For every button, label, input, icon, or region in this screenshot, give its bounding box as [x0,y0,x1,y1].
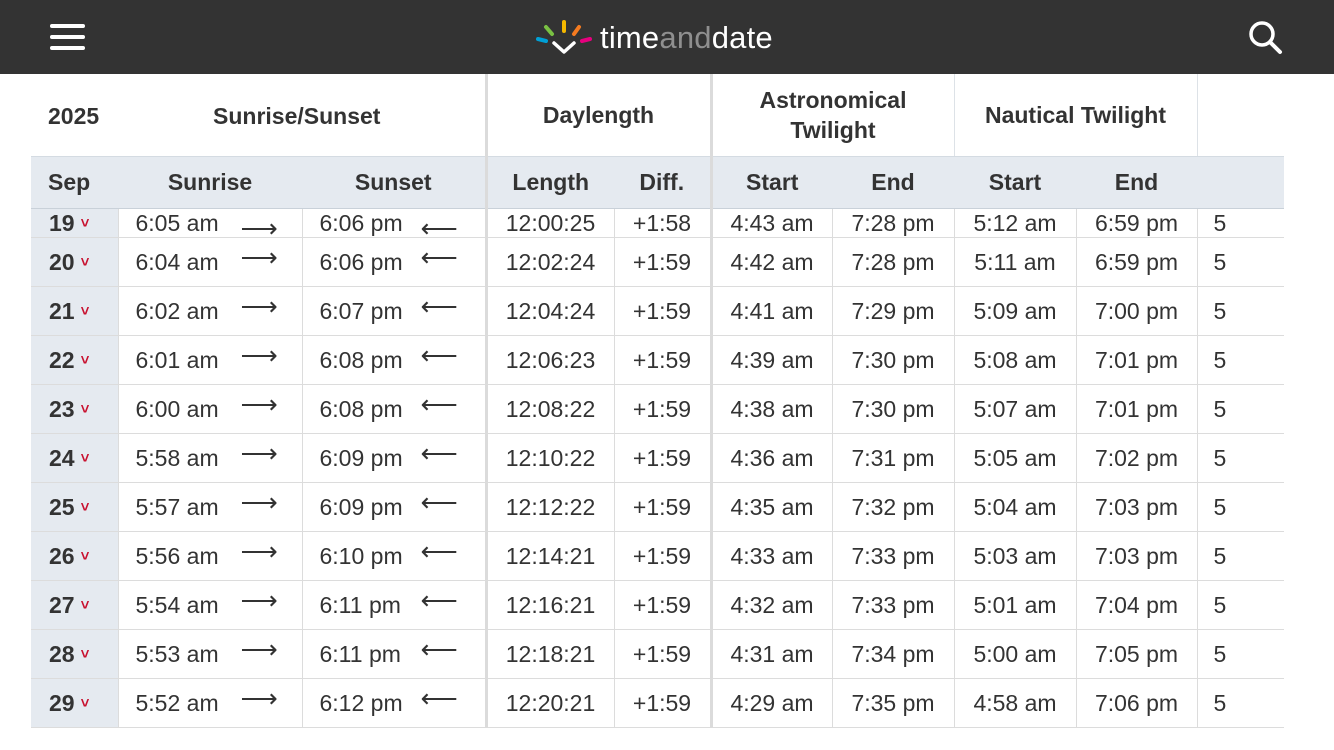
sunset-cell [302,385,486,434]
sunset-direction-arrow-icon: ⟵ [420,683,458,713]
astro-end-cell: 7:35 pm [832,679,954,728]
day-cell[interactable] [31,679,118,728]
sunset-direction-arrow-icon: ⟵ [420,634,458,664]
astro-end-cell: 7:33 pm [832,532,954,581]
naut-end-cell: 7:03 pm [1076,532,1197,581]
sunset-cell [302,336,486,385]
day-number: 29 [49,689,75,716]
sunrise-cell [118,238,302,287]
sunset-direction-arrow-icon: ⟵ [420,487,458,517]
sunrise-time: 6:04 am [135,248,219,275]
naut-start-cell: 5:04 am [954,483,1076,532]
day-number: 27 [49,591,75,618]
daylength-cell: 12:18:21 [486,630,614,679]
logo-text [600,20,773,56]
sunrise-time: 6:00 am [135,395,219,422]
nautical-twilight-header: Nautical Twilight [954,74,1197,157]
logo-time: time [600,20,660,55]
astro-end-cell: 7:29 pm [832,287,954,336]
day-cell[interactable] [31,532,118,581]
sunrise-direction-arrow-icon: ⟶ [240,242,278,272]
sunrise-direction-arrow-icon: ⟶ [240,585,278,615]
sunset-time: 6:09 pm [319,444,403,471]
sunset-time: 6:06 pm [319,248,403,275]
table-row [31,385,1284,434]
day-cell[interactable] [31,630,118,679]
astro-start-cell: 4:31 am [711,630,832,679]
logo-and: and [659,20,712,55]
daylength-header: Daylength [486,74,711,157]
hamburger-menu-icon[interactable] [50,24,85,50]
top-navigation-bar [0,0,1334,74]
chevron-down-icon[interactable]: ˅ [80,645,90,663]
sunrise-direction-arrow-icon: ⟶ [240,389,278,419]
sunrise-direction-arrow-icon: ⟶ [240,634,278,664]
next-column-cell: 5 [1197,238,1284,287]
sunset-column-header: Sunset [302,157,486,209]
sunset-cell [302,581,486,630]
sunset-cell [302,238,486,287]
day-number: 24 [49,444,75,471]
astro-start-cell: 4:39 am [711,336,832,385]
chevron-down-icon[interactable]: ˅ [80,215,90,232]
daylength-cell: 12:20:21 [486,679,614,728]
naut-end-cell: 7:00 pm [1076,287,1197,336]
astro-end-cell: 7:30 pm [832,385,954,434]
sunrise-cell [118,434,302,483]
sunset-cell [302,209,486,243]
day-number: 25 [49,493,75,520]
chevron-down-icon[interactable]: ˅ [80,498,90,516]
sunset-cell [302,679,486,728]
search-icon[interactable] [1246,18,1284,56]
sunset-direction-arrow-icon: ⟵ [420,585,458,615]
naut-end-cell: 7:02 pm [1076,434,1197,483]
naut-start-cell: 5:11 am [954,238,1076,287]
day-cell[interactable] [31,238,118,287]
table-row [31,679,1284,728]
daylength-diff-cell: +1:58 [614,209,711,238]
next-column-cell: 5 [1197,336,1284,385]
daylength-diff-cell: +1:59 [614,532,711,581]
sunset-time: 6:10 pm [319,542,403,569]
sunrise-cell [118,209,302,243]
length-column-header: Length [486,157,614,209]
sunrise-cell [118,336,302,385]
sunset-time: 6:08 pm [319,346,403,373]
chevron-down-icon[interactable]: ˅ [80,694,90,712]
daylength-diff-cell: +1:59 [614,336,711,385]
daylength-cell: 12:12:22 [486,483,614,532]
day-number: 22 [49,346,75,373]
naut-end-cell: 6:59 pm [1076,209,1197,238]
diff-column-header: Diff. [614,157,711,209]
astro-end-cell: 7:30 pm [832,336,954,385]
astro-start-cell: 4:33 am [711,532,832,581]
day-number: 20 [49,248,75,275]
sunrise-cell [118,287,302,336]
chevron-down-icon[interactable]: ˅ [80,400,90,418]
daylength-diff-cell: +1:59 [614,434,711,483]
naut-start-cell: 5:01 am [954,581,1076,630]
naut-start-cell: 5:03 am [954,532,1076,581]
sun-times-table-container[interactable] [31,74,1227,750]
sunrise-time: 6:05 am [135,210,219,236]
day-number: 26 [49,542,75,569]
daylength-cell: 12:00:25 [486,209,614,238]
next-column-cell: 5 [1197,483,1284,532]
sunset-time: 6:07 pm [319,297,403,324]
sunset-direction-arrow-icon: ⟵ [420,536,458,566]
naut-start-cell: 5:05 am [954,434,1076,483]
next-column-cell: 5 [1197,287,1284,336]
daylength-diff-cell: +1:59 [614,287,711,336]
day-cell[interactable] [31,483,118,532]
astro-start-cell: 4:42 am [711,238,832,287]
sunrise-sunset-header: Sunrise/Sunset [213,103,381,129]
sunrise-direction-arrow-icon: ⟶ [240,438,278,468]
daylength-cell: 12:08:22 [486,385,614,434]
sunrise-direction-arrow-icon: ⟶ [240,213,278,243]
sunset-direction-arrow-icon: ⟵ [420,389,458,419]
naut-start-cell: 5:09 am [954,287,1076,336]
table-row [31,238,1284,287]
site-logo[interactable] [534,18,773,58]
logo-sun-icon [534,19,596,57]
sunrise-direction-arrow-icon: ⟶ [240,487,278,517]
sunset-direction-arrow-icon: ⟵ [420,340,458,370]
sunrise-direction-arrow-icon: ⟶ [240,291,278,321]
daylength-cell: 12:10:22 [486,434,614,483]
month-header: Sep [31,157,118,209]
sunset-time: 6:11 pm [319,591,401,618]
sunset-cell [302,287,486,336]
sunrise-cell [118,532,302,581]
astro-end-cell: 7:28 pm [832,209,954,238]
astro-end-cell: 7:32 pm [832,483,954,532]
astro-start-cell: 4:43 am [711,209,832,238]
sunrise-time: 5:57 am [135,493,219,520]
sunset-cell [302,483,486,532]
sunrise-cell [118,630,302,679]
astro-end-cell: 7:31 pm [832,434,954,483]
table-row [31,287,1284,336]
day-cell[interactable] [31,336,118,385]
sunrise-time: 6:02 am [135,297,219,324]
naut-end-cell: 7:05 pm [1076,630,1197,679]
year-sunrise-sunset-header [31,74,486,157]
naut-start-cell: 4:58 am [954,679,1076,728]
astro-start-cell: 4:38 am [711,385,832,434]
table-row [31,532,1284,581]
logo-date: date [711,20,773,55]
astronomical-twilight-label: Astronomical Twilight [759,87,907,143]
chevron-down-icon[interactable]: ˅ [80,547,90,565]
next-column-cell: 5 [1197,434,1284,483]
naut-start-cell: 5:00 am [954,630,1076,679]
day-number: 19 [49,210,75,236]
naut-end-cell: 7:01 pm [1076,385,1197,434]
sunrise-cell [118,385,302,434]
daylength-diff-cell: +1:59 [614,679,711,728]
table-row [31,483,1284,532]
sunset-cell [302,434,486,483]
naut-start-cell: 5:12 am [954,209,1076,238]
daylength-diff-cell: +1:59 [614,385,711,434]
astro-start-column-header: Start [711,157,832,209]
chevron-down-icon[interactable]: ˅ [80,449,90,467]
sunset-cell [302,532,486,581]
sunrise-time: 5:58 am [135,444,219,471]
day-cell[interactable] [31,287,118,336]
astro-end-cell: 7:33 pm [832,581,954,630]
naut-end-cell: 7:01 pm [1076,336,1197,385]
daylength-diff-cell: +1:59 [614,483,711,532]
astro-end-column-header: End [832,157,954,209]
next-column-header [1197,74,1284,157]
chevron-down-icon[interactable]: ˅ [80,253,90,271]
year-label: 2025 [48,103,100,129]
next-column-cell: 5 [1197,385,1284,434]
day-number: 21 [49,297,75,324]
sunset-direction-arrow-icon: ⟵ [420,438,458,468]
chevron-down-icon[interactable]: ˅ [80,351,90,369]
naut-end-cell: 7:03 pm [1076,483,1197,532]
sunset-direction-arrow-icon: ⟵ [420,213,458,243]
astro-end-cell: 7:34 pm [832,630,954,679]
daylength-cell: 12:16:21 [486,581,614,630]
sunrise-direction-arrow-icon: ⟶ [240,536,278,566]
chevron-down-icon[interactable]: ˅ [80,302,90,320]
next-column-cell: 5 [1197,630,1284,679]
table-body [31,209,1284,728]
sunrise-cell [118,483,302,532]
next-column-subheader [1197,157,1284,209]
sunrise-cell [118,581,302,630]
daylength-diff-cell: +1:59 [614,238,711,287]
sunrise-time: 5:54 am [135,591,219,618]
sun-times-table [31,74,1284,728]
sunset-time: 6:09 pm [319,493,403,520]
sunrise-time: 5:56 am [135,542,219,569]
astro-start-cell: 4:35 am [711,483,832,532]
table-row [31,581,1284,630]
daylength-cell: 12:06:23 [486,336,614,385]
day-cell[interactable] [31,385,118,434]
sunset-direction-arrow-icon: ⟵ [420,242,458,272]
daylength-cell: 12:02:24 [486,238,614,287]
astro-start-cell: 4:32 am [711,581,832,630]
naut-end-column-header: End [1076,157,1197,209]
next-column-cell: 5 [1197,209,1284,238]
astronomical-twilight-header [711,74,954,157]
sunset-cell [302,630,486,679]
naut-start-cell: 5:08 am [954,336,1076,385]
naut-end-cell: 6:59 pm [1076,238,1197,287]
sunset-time: 6:12 pm [319,689,403,716]
day-cell[interactable] [31,434,118,483]
day-number: 23 [49,395,75,422]
sunrise-column-header: Sunrise [118,157,302,209]
daylength-cell: 12:04:24 [486,287,614,336]
naut-start-cell: 5:07 am [954,385,1076,434]
table-row [31,630,1284,679]
naut-start-column-header: Start [954,157,1076,209]
sunrise-cell [118,679,302,728]
day-cell[interactable] [31,209,118,238]
daylength-diff-cell: +1:59 [614,581,711,630]
daylength-diff-cell: +1:59 [614,630,711,679]
astro-end-cell: 7:28 pm [832,238,954,287]
astro-start-cell: 4:29 am [711,679,832,728]
sunset-direction-arrow-icon: ⟵ [420,291,458,321]
sunset-time: 6:08 pm [319,395,403,422]
naut-end-cell: 7:04 pm [1076,581,1197,630]
table-row [31,434,1284,483]
next-column-cell: 5 [1197,581,1284,630]
sunrise-direction-arrow-icon: ⟶ [240,683,278,713]
sunrise-time: 5:52 am [135,689,219,716]
next-column-cell: 5 [1197,679,1284,728]
day-number: 28 [49,640,75,667]
astro-start-cell: 4:41 am [711,287,832,336]
chevron-down-icon[interactable]: ˅ [80,596,90,614]
astro-start-cell: 4:36 am [711,434,832,483]
sunrise-time: 6:01 am [135,346,219,373]
sunset-time: 6:11 pm [319,640,401,667]
sunrise-time: 5:53 am [135,640,219,667]
sunset-time: 6:06 pm [319,210,403,236]
day-cell[interactable] [31,581,118,630]
sunrise-direction-arrow-icon: ⟶ [240,340,278,370]
daylength-cell: 12:14:21 [486,532,614,581]
naut-end-cell: 7:06 pm [1076,679,1197,728]
next-column-cell: 5 [1197,532,1284,581]
table-row [31,209,1284,238]
table-row [31,336,1284,385]
